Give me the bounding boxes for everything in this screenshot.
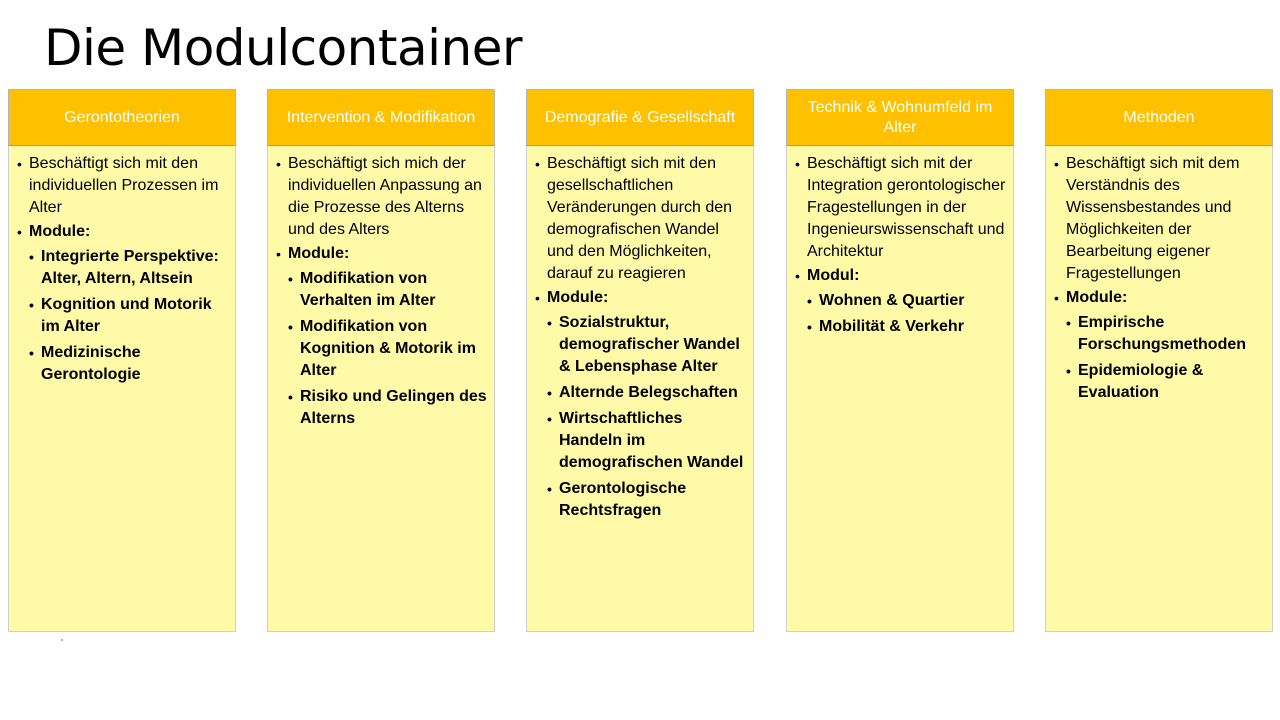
module-item: • Gerontologische Rechtsfragen bbox=[547, 478, 747, 522]
module-item: • Wohnen & Quartier bbox=[807, 290, 1007, 312]
module-item: • Risiko und Gelingen des Alterns bbox=[288, 386, 488, 430]
container-body bbox=[526, 146, 754, 632]
modules-label: Module: bbox=[288, 245, 350, 262]
container-description: • Beschäftigt sich mit dem Verständnis des Wissensbestandes und Möglichkeiten der Bearbeitung eigener Fragestellungen bbox=[1054, 153, 1266, 285]
module-item: • Mobilität & Verkehr bbox=[807, 316, 1007, 338]
module-item: • Integrierte Perspektive: Alter, Altern, Altsein bbox=[29, 246, 229, 290]
modules-label: Modul: bbox=[807, 267, 860, 284]
container-list bbox=[535, 153, 747, 522]
container-body bbox=[267, 146, 495, 632]
page-title: Die Modulcontainer bbox=[44, 19, 523, 77]
module-item: • Medizinische Gerontologie bbox=[29, 342, 229, 386]
module-list bbox=[1066, 312, 1266, 404]
module-item: • Epidemiologie & Evaluation bbox=[1066, 360, 1266, 404]
module-item: • Alternde Belegschaften bbox=[547, 382, 747, 404]
modules-item bbox=[276, 243, 488, 430]
container-heading: Methoden bbox=[1045, 89, 1273, 146]
modules-label: Module: bbox=[1066, 289, 1128, 306]
module-container-gerontotheorien bbox=[8, 89, 236, 632]
container-description: • Beschäftigt sich mich der individuellen Anpassung an die Prozesse des Alterns und des Alters bbox=[276, 153, 488, 241]
modules-item bbox=[795, 265, 1007, 338]
module-list bbox=[807, 290, 1007, 338]
container-heading: Demografie & Gesellschaft bbox=[526, 89, 754, 146]
container-list bbox=[795, 153, 1007, 338]
container-heading: Intervention & Modifikation bbox=[267, 89, 495, 146]
container-heading: Gerontotheorien bbox=[8, 89, 236, 146]
module-list bbox=[288, 268, 488, 430]
module-list bbox=[547, 312, 747, 522]
module-item: • Sozialstruktur, demografischer Wandel & Lebensphase Alter bbox=[547, 312, 747, 378]
modules-label: Module: bbox=[29, 223, 91, 240]
container-list bbox=[276, 153, 488, 430]
module-container-demografie bbox=[526, 89, 754, 632]
container-description: • Beschäftigt sich mit den individuellen Prozessen im Alter bbox=[17, 153, 229, 219]
container-body bbox=[8, 146, 236, 632]
modules-label: Module: bbox=[547, 289, 609, 306]
container-body bbox=[1045, 146, 1273, 632]
module-container-methoden bbox=[1045, 89, 1273, 632]
module-list bbox=[29, 246, 229, 386]
module-container-technik bbox=[786, 89, 1014, 632]
module-item: • Modifikation von Kognition & Motorik im Alter bbox=[288, 316, 488, 382]
container-description: • Beschäftigt sich mit den gesellschaftlichen Veränderungen durch den demografischen Wandel und den Möglichkeiten, darauf zu reagieren bbox=[535, 153, 747, 285]
modules-item bbox=[1054, 287, 1266, 404]
container-list bbox=[17, 153, 229, 386]
modules-item bbox=[17, 221, 229, 386]
container-list bbox=[1054, 153, 1266, 404]
module-item: • Wirtschaftliches Handeln im demografischen Wandel bbox=[547, 408, 747, 474]
container-body bbox=[786, 146, 1014, 632]
module-container-intervention bbox=[267, 89, 495, 632]
container-heading: Technik & Wohnumfeld im Alter bbox=[786, 89, 1014, 146]
modules-item bbox=[535, 287, 747, 522]
module-item: • Modifikation von Verhalten im Alter bbox=[288, 268, 488, 312]
stray-dot bbox=[61, 639, 63, 641]
module-item: • Empirische Forschungsmethoden bbox=[1066, 312, 1266, 356]
module-item: • Kognition und Motorik im Alter bbox=[29, 294, 229, 338]
container-description: • Beschäftigt sich mit der Integration gerontologischer Fragestellungen in der Ingenieurswissenschaft und Architektur bbox=[795, 153, 1007, 263]
